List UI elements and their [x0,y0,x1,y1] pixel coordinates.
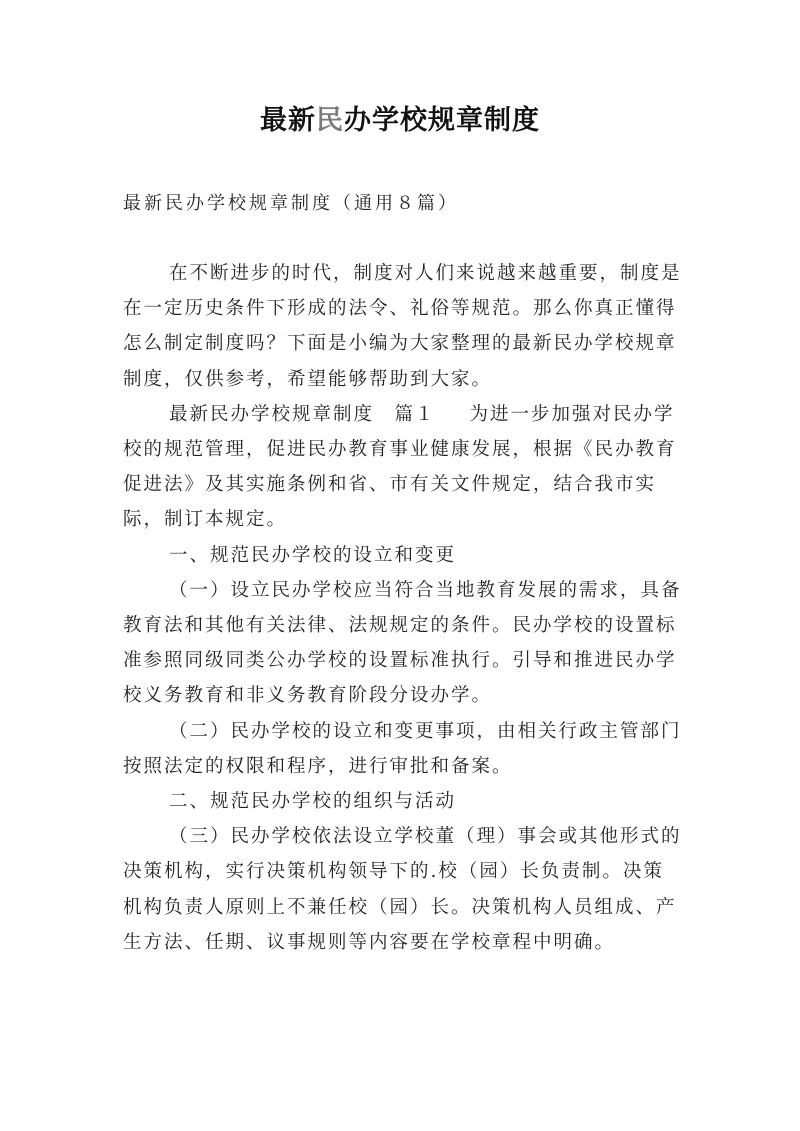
document-title [0,98,800,137]
chapter-intro-text: 为进一步加强对民办学校的规范管理，促进民办教育事业健康发展，根据《民办教育促进法》及其实施条例和省、市有关文件规定，结合我市实际，制订本规定。 [123,403,677,531]
title-part-1: 最新 [260,105,316,136]
intro-paragraph: 在不断进步的时代，制度对人们来说越来越重要，制度是在一定历史条件下形成的法令、礼俗等规范。那么你真正懂得怎么制定制度吗？下面是小编为大家整理的最新民办学校规章制度，仅供参考，希望能够帮助到大家。 [123,263,682,390]
clause-3: （三）民办学校依法设立学校董（理）事会或其他形式的决策机构，实行决策机构领导下的.校（园）长负责制。决策机构负责人原则上不兼任校（园）长。决策机构人员组成、产生方法、任期、议事规则等内容要在学校章程中明确。 [123,826,682,953]
chapter-heading: 最新民办学校规章制度 篇１ [169,403,436,425]
title-part-highlight: 民 [316,105,344,136]
title-part-3: 办学校规章制度 [344,105,540,136]
clause-1: （一）设立民办学校应当符合当地教育发展的需求，具备教育法和其他有关法律、法规规定的条件。民办学校的设置标准参照同级同类公办学校的设置标准执行。引导和推进民办学校义务教育和非义务教育阶段分设办学。 [123,579,682,707]
clause-2: （二）民办学校的设立和变更事项，由相关行政主管部门按照法定的权限和程序，进行审批和备案。 [123,720,682,777]
chapter-paragraph [123,397,683,538]
section-heading-1: 一、规范民办学校的设立和变更 [169,544,457,566]
document-subtitle: 最新民办学校规章制度（通用８篇） [123,193,459,214]
document-body [123,256,683,960]
section-heading-2: 二、规范民办学校的组织与活动 [169,791,457,813]
